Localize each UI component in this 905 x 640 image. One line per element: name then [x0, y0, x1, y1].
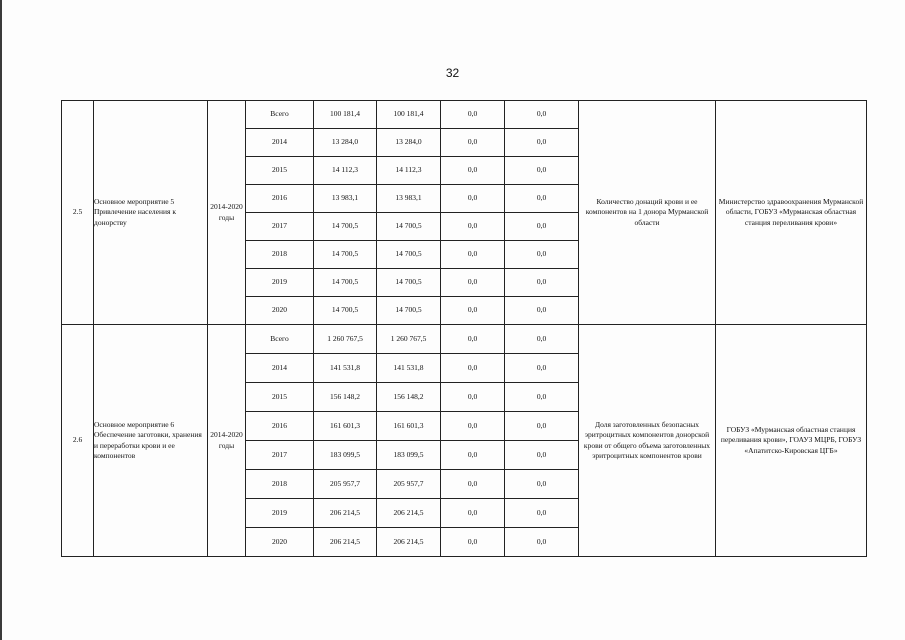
regional-cell: 205 957,7 [377, 470, 441, 499]
other-cell: 0,0 [505, 269, 579, 297]
year-cell: 2017 [246, 213, 314, 241]
total-cell: 13 983,1 [314, 185, 377, 213]
total-cell: 14 700,5 [314, 241, 377, 269]
other-cell: 0,0 [505, 470, 579, 499]
other-cell: 0,0 [505, 129, 579, 157]
indicator-cell: Количество донаций крови и ее компонентов на 1 донора Мурманской области [579, 101, 716, 325]
federal-cell: 0,0 [441, 297, 505, 325]
federal-cell: 0,0 [441, 101, 505, 129]
year-cell: 2015 [246, 383, 314, 412]
other-cell: 0,0 [505, 354, 579, 383]
scan-edge [0, 0, 2, 640]
indicator-cell: Доля заготовленных безопасных эритроцитных компонентов донорской крови от общего объема заготовленных эритроцитных компонентов крови [579, 325, 716, 557]
regional-cell: 100 181,4 [377, 101, 441, 129]
total-cell: 206 214,5 [314, 528, 377, 557]
other-cell: 0,0 [505, 528, 579, 557]
item-number: 2.6 [62, 325, 94, 557]
federal-cell: 0,0 [441, 269, 505, 297]
year-cell: Всего [246, 325, 314, 354]
year-cell: 2017 [246, 441, 314, 470]
regional-cell: 183 099,5 [377, 441, 441, 470]
executor-cell: ГОБУЗ «Мурманская областная станция переливания крови», ГОАУЗ МЦРБ, ГОБУЗ «Апатитско-Кировская ЦГБ» [716, 325, 867, 557]
other-cell: 0,0 [505, 499, 579, 528]
year-cell: 2018 [246, 470, 314, 499]
total-cell: 14 112,3 [314, 157, 377, 185]
federal-cell: 0,0 [441, 354, 505, 383]
other-cell: 0,0 [505, 325, 579, 354]
program-table [61, 100, 867, 557]
federal-cell: 0,0 [441, 213, 505, 241]
federal-cell: 0,0 [441, 129, 505, 157]
total-cell: 100 181,4 [314, 101, 377, 129]
table-row [62, 101, 867, 129]
regional-cell: 14 700,5 [377, 269, 441, 297]
table-row [62, 325, 867, 354]
federal-cell: 0,0 [441, 470, 505, 499]
federal-cell: 0,0 [441, 412, 505, 441]
regional-cell: 206 214,5 [377, 499, 441, 528]
item-name: Основное мероприятие 6 Обеспечение заготовки, хранения и переработки крови и ее компонентов [94, 325, 208, 557]
year-cell: 2019 [246, 269, 314, 297]
total-cell: 14 700,5 [314, 213, 377, 241]
regional-cell: 161 601,3 [377, 412, 441, 441]
other-cell: 0,0 [505, 101, 579, 129]
regional-cell: 13 284,0 [377, 129, 441, 157]
regional-cell: 141 531,8 [377, 354, 441, 383]
year-cell: Всего [246, 101, 314, 129]
table-body [62, 101, 867, 557]
federal-cell: 0,0 [441, 241, 505, 269]
year-cell: 2016 [246, 185, 314, 213]
total-cell: 13 284,0 [314, 129, 377, 157]
federal-cell: 0,0 [441, 441, 505, 470]
regional-cell: 14 112,3 [377, 157, 441, 185]
federal-cell: 0,0 [441, 499, 505, 528]
federal-cell: 0,0 [441, 383, 505, 412]
total-cell: 161 601,3 [314, 412, 377, 441]
federal-cell: 0,0 [441, 185, 505, 213]
total-cell: 141 531,8 [314, 354, 377, 383]
other-cell: 0,0 [505, 241, 579, 269]
other-cell: 0,0 [505, 185, 579, 213]
regional-cell: 206 214,5 [377, 528, 441, 557]
regional-cell: 156 148,2 [377, 383, 441, 412]
item-name: Основное мероприятие 5 Привлечение населения к донорству [94, 101, 208, 325]
year-cell: 2020 [246, 297, 314, 325]
other-cell: 0,0 [505, 297, 579, 325]
other-cell: 0,0 [505, 213, 579, 241]
other-cell: 0,0 [505, 157, 579, 185]
page-number: 32 [445, 66, 460, 80]
total-cell: 14 700,5 [314, 269, 377, 297]
item-period: 2014-2020 годы [208, 325, 246, 557]
year-cell: 2016 [246, 412, 314, 441]
item-period: 2014-2020 годы [208, 101, 246, 325]
year-cell: 2014 [246, 354, 314, 383]
total-cell: 14 700,5 [314, 297, 377, 325]
regional-cell: 14 700,5 [377, 241, 441, 269]
year-cell: 2019 [246, 499, 314, 528]
regional-cell: 14 700,5 [377, 213, 441, 241]
total-cell: 206 214,5 [314, 499, 377, 528]
regional-cell: 13 983,1 [377, 185, 441, 213]
year-cell: 2020 [246, 528, 314, 557]
total-cell: 156 148,2 [314, 383, 377, 412]
other-cell: 0,0 [505, 412, 579, 441]
regional-cell: 1 260 767,5 [377, 325, 441, 354]
total-cell: 183 099,5 [314, 441, 377, 470]
year-cell: 2015 [246, 157, 314, 185]
regional-cell: 14 700,5 [377, 297, 441, 325]
total-cell: 205 957,7 [314, 470, 377, 499]
year-cell: 2014 [246, 129, 314, 157]
federal-cell: 0,0 [441, 157, 505, 185]
other-cell: 0,0 [505, 441, 579, 470]
year-cell: 2018 [246, 241, 314, 269]
federal-cell: 0,0 [441, 325, 505, 354]
item-number: 2.5 [62, 101, 94, 325]
other-cell: 0,0 [505, 383, 579, 412]
executor-cell: Министерство здравоохранения Мурманской области, ГОБУЗ «Мурманская областная станция переливания крови» [716, 101, 867, 325]
total-cell: 1 260 767,5 [314, 325, 377, 354]
federal-cell: 0,0 [441, 528, 505, 557]
